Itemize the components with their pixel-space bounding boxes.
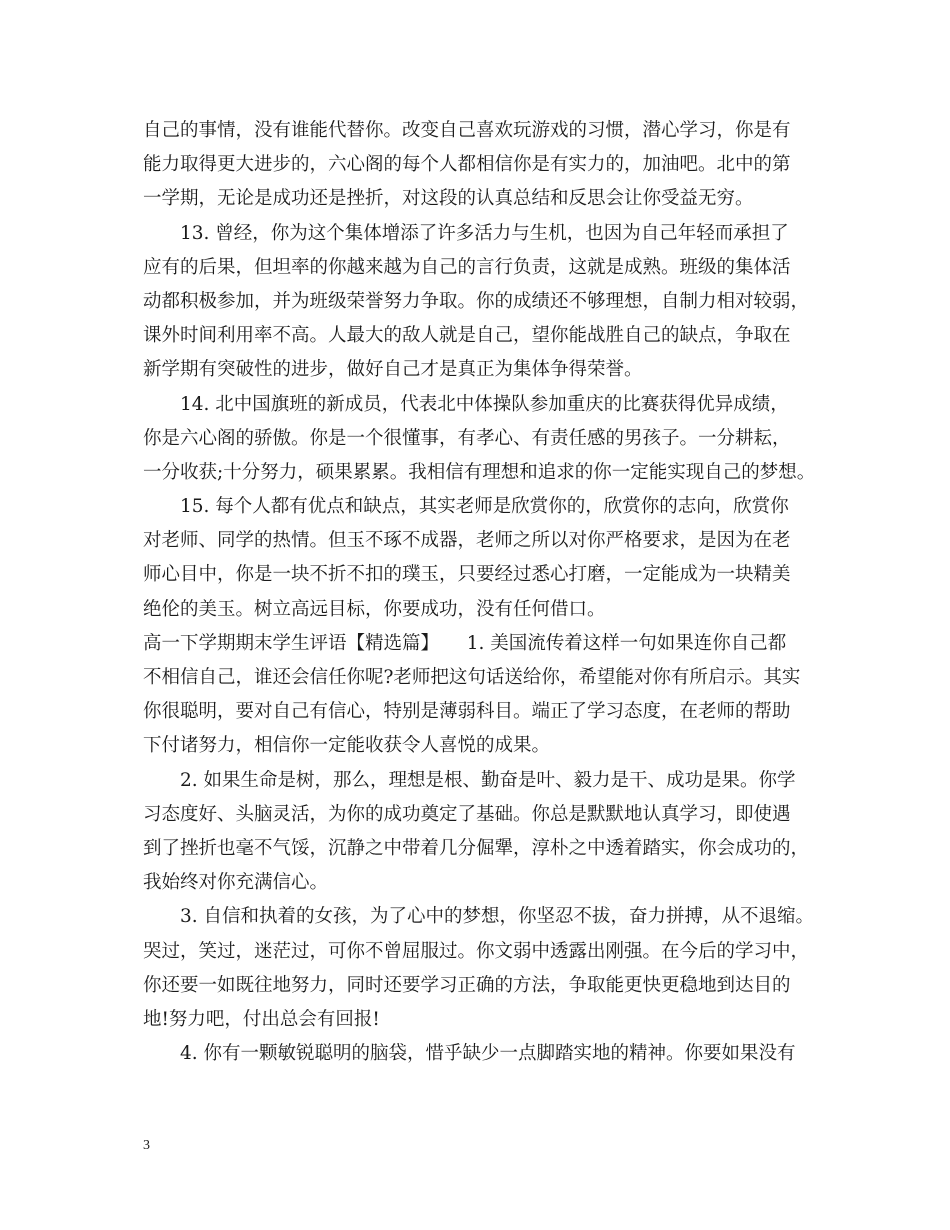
- text-line: 应有的后果，但坦率的你越来越为自己的言行负责，这就是成熟。班级的集体活: [143, 256, 791, 278]
- page-number: 3: [143, 1138, 150, 1153]
- text-line: 你是六心阁的骄傲。你是一个很懂事，有孝心、有责任感的男孩子。一分耕耘，: [143, 427, 791, 449]
- text-line: 你还要一如既往地努力，同时还要学习正确的方法，争取能更快更稳地到达目的: [143, 974, 791, 996]
- text-line: 对老师、同学的热情。但玉不琢不成器，老师之所以对你严格要求，是因为在老: [143, 530, 791, 552]
- text-line: 你很聪明，要对自己有信心，特别是薄弱科目。端正了学习态度，在老师的帮助: [143, 701, 791, 723]
- text-line: 哭过，笑过，迷茫过，可你不曾屈服过。你文弱中透露出刚强。在今后的学习中，: [143, 940, 810, 962]
- text-line: 4. 你有一颗敏锐聪明的脑袋，惜乎缺少一点脚踏实地的精神。你要如果没有: [180, 1043, 796, 1065]
- body-text: [143, 114, 823, 1071]
- text-line: 2. 如果生命是树，那么，理想是根、勤奋是叶、毅力是干、成功是果。你学: [180, 769, 796, 791]
- text-line: 到了挫折也毫不气馁，沉静之中带着几分倔犟，淳朴之中透着踏实，你会成功的，: [143, 837, 810, 859]
- text-line: 师心目中，你是一块不折不扣的璞玉，只要经过悉心打磨，一定能成为一块精美: [143, 564, 791, 586]
- text-line: 13. 曾经，你为这个集体增添了许多活力与生机，也因为自己年轻而承担了: [180, 222, 789, 244]
- text-line: 新学期有突破性的进步，做好自己才是真正为集体争得荣誉。: [143, 359, 643, 381]
- text-line: 能力取得更大进步的，六心阁的每个人都相信你是有实力的，加油吧。北中的第: [143, 154, 791, 176]
- text-line: 15. 每个人都有优点和缺点，其实老师是欣赏你的，欣赏你的志向，欣赏你: [180, 496, 789, 518]
- text-line: 一学期，无论是成功还是挫折，对这段的认真总结和反思会让你受益无穷。: [143, 188, 754, 210]
- text-line: 3. 自信和执着的女孩，为了心中的梦想，你坚忍不拔，奋力拼搏，从不退缩。: [180, 906, 815, 928]
- text-line: 课外时间利用率不高。人最大的敌人就是自己，望你能战胜自己的缺点，争取在: [143, 325, 791, 347]
- text-line: 一分收获;十分努力，硕果累累。我相信有理想和追求的你一定能实现自己的梦想。: [143, 461, 816, 483]
- text-line: 绝伦的美玉。树立高远目标，你要成功，没有任何借口。: [143, 598, 606, 620]
- text-line: 不相信自己，谁还会信任你呢?老师把这句话送给你，希望能对你有所启示。其实: [143, 667, 801, 688]
- text-line: 自己的事情，没有谁能代替你。改变自己喜欢玩游戏的习惯，潜心学习，你是有: [143, 120, 791, 141]
- text-line: 我始终对你充满信心。: [143, 872, 329, 894]
- text-line: 高一下学期期末学生评语【精选篇】 1. 美国流传着这样一句如果连你自己都: [143, 632, 787, 654]
- text-line: 14. 北中国旗班的新成员，代表北中体操队参加重庆的比赛获得优异成绩，: [180, 393, 789, 415]
- text-line: 动都积极参加，并为班级荣誉努力争取。你的成绩还不够理想，自制力相对较弱，: [143, 290, 810, 312]
- text-line: 习态度好、头脑灵活，为你的成功奠定了基础。你总是默默地认真学习，即使遇: [143, 803, 791, 825]
- text-line: 地!努力吧，付出总会有回报!: [143, 1008, 380, 1030]
- text-line: 下付诸努力，相信你一定能收获令人喜悦的成果。: [143, 735, 551, 757]
